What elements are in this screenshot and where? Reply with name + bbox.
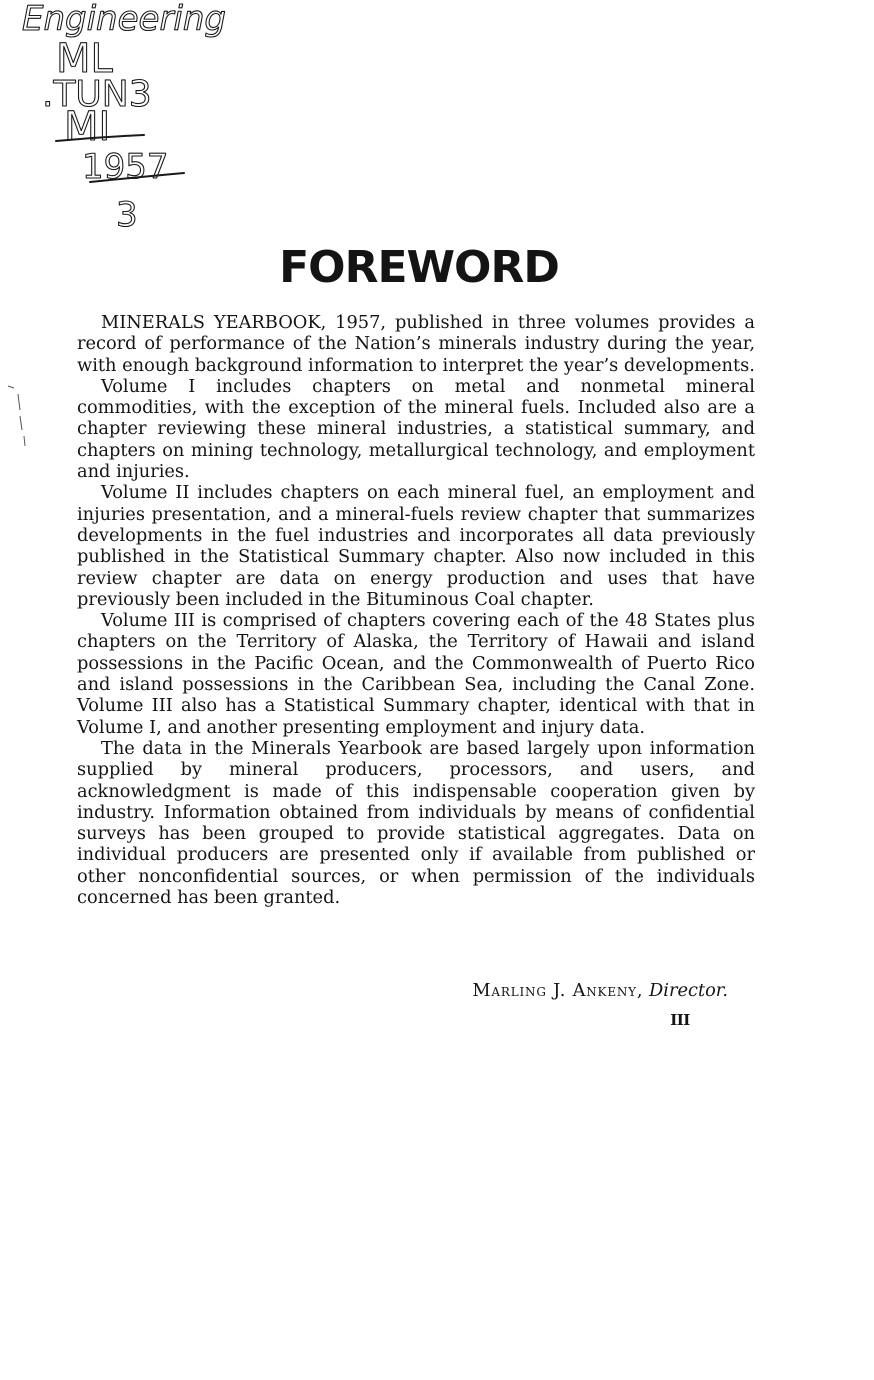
signature-block — [380, 979, 728, 1003]
scan-margin-marks — [0, 380, 40, 460]
paragraph-4: Volume III is comprised of chapters covering each of the 48 States plus chapters on the Territory of Alaska, the Territory of Hawaii and island possessions in the Pacific Ocean, and the Commonwealth of Puerto Rico and island possessions in the Caribbean Sea, including the Canal Zone. Volume III also has a Statistical Summary chapter, identical with that in Volume I, and another presenting employment and injury data. — [77, 610, 755, 738]
page-title: FOREWORD — [279, 242, 559, 293]
paragraph-3: Volume II includes chapters on each mineral fuel, an employment and injuries presentation, and a mineral-fuels review chapter that summarizes developments in the fuel industries and incorporates all data previously published in the Statistical Summary chapter. Also now included in this review chapter are data on energy production and uses that have previously been included in the Bituminous Coal chapter. — [77, 482, 755, 610]
handwriting-line-6: 3 — [116, 195, 138, 235]
handwriting-line-1: Engineering — [22, 0, 226, 39]
handwriting-line-3: .TUN3 — [42, 74, 152, 115]
signatory-title: Director. — [649, 980, 728, 1001]
paragraph-5: The data in the Minerals Yearbook are based largely upon information supplied by mineral producers, processors, and users, and acknowledgment is made of this indispensable cooperation given by industry. Information obtained from individuals by means of confidential surveys has been grouped to provide statistical aggregates. Data on individual producers are presented only if available from published or other nonconfidential sources, or when permission of the individuals concerned has been granted. — [77, 737, 755, 909]
handwritten-call-number — [0, 0, 260, 240]
handwriting-line-4: MI — [64, 104, 111, 150]
paragraph-1: MINERALS YEARBOOK, 1957, published in three volumes provides a record of performance of the Nation’s minerals industry during the year, with enough background information to interpret the year’s developments. — [77, 312, 755, 376]
signatory-name: Marling J. Ankeny, — [472, 980, 644, 1001]
handwriting-line-5: 1957 — [82, 147, 169, 187]
handwritten-call-number-drawing — [0, 0, 260, 240]
handwriting-line-2: ML — [56, 36, 113, 82]
paragraph-2: Volume I includes chapters on metal and nonmetal mineral commodities, with the exception of the mineral fuels. Included also are a chapter reviewing these mineral industries, a statistical summary, and chapters on mining technology, metallurgical technology, and employment and injuries. — [77, 375, 755, 483]
foreword-body — [77, 312, 755, 908]
page-number: III — [670, 1011, 690, 1029]
